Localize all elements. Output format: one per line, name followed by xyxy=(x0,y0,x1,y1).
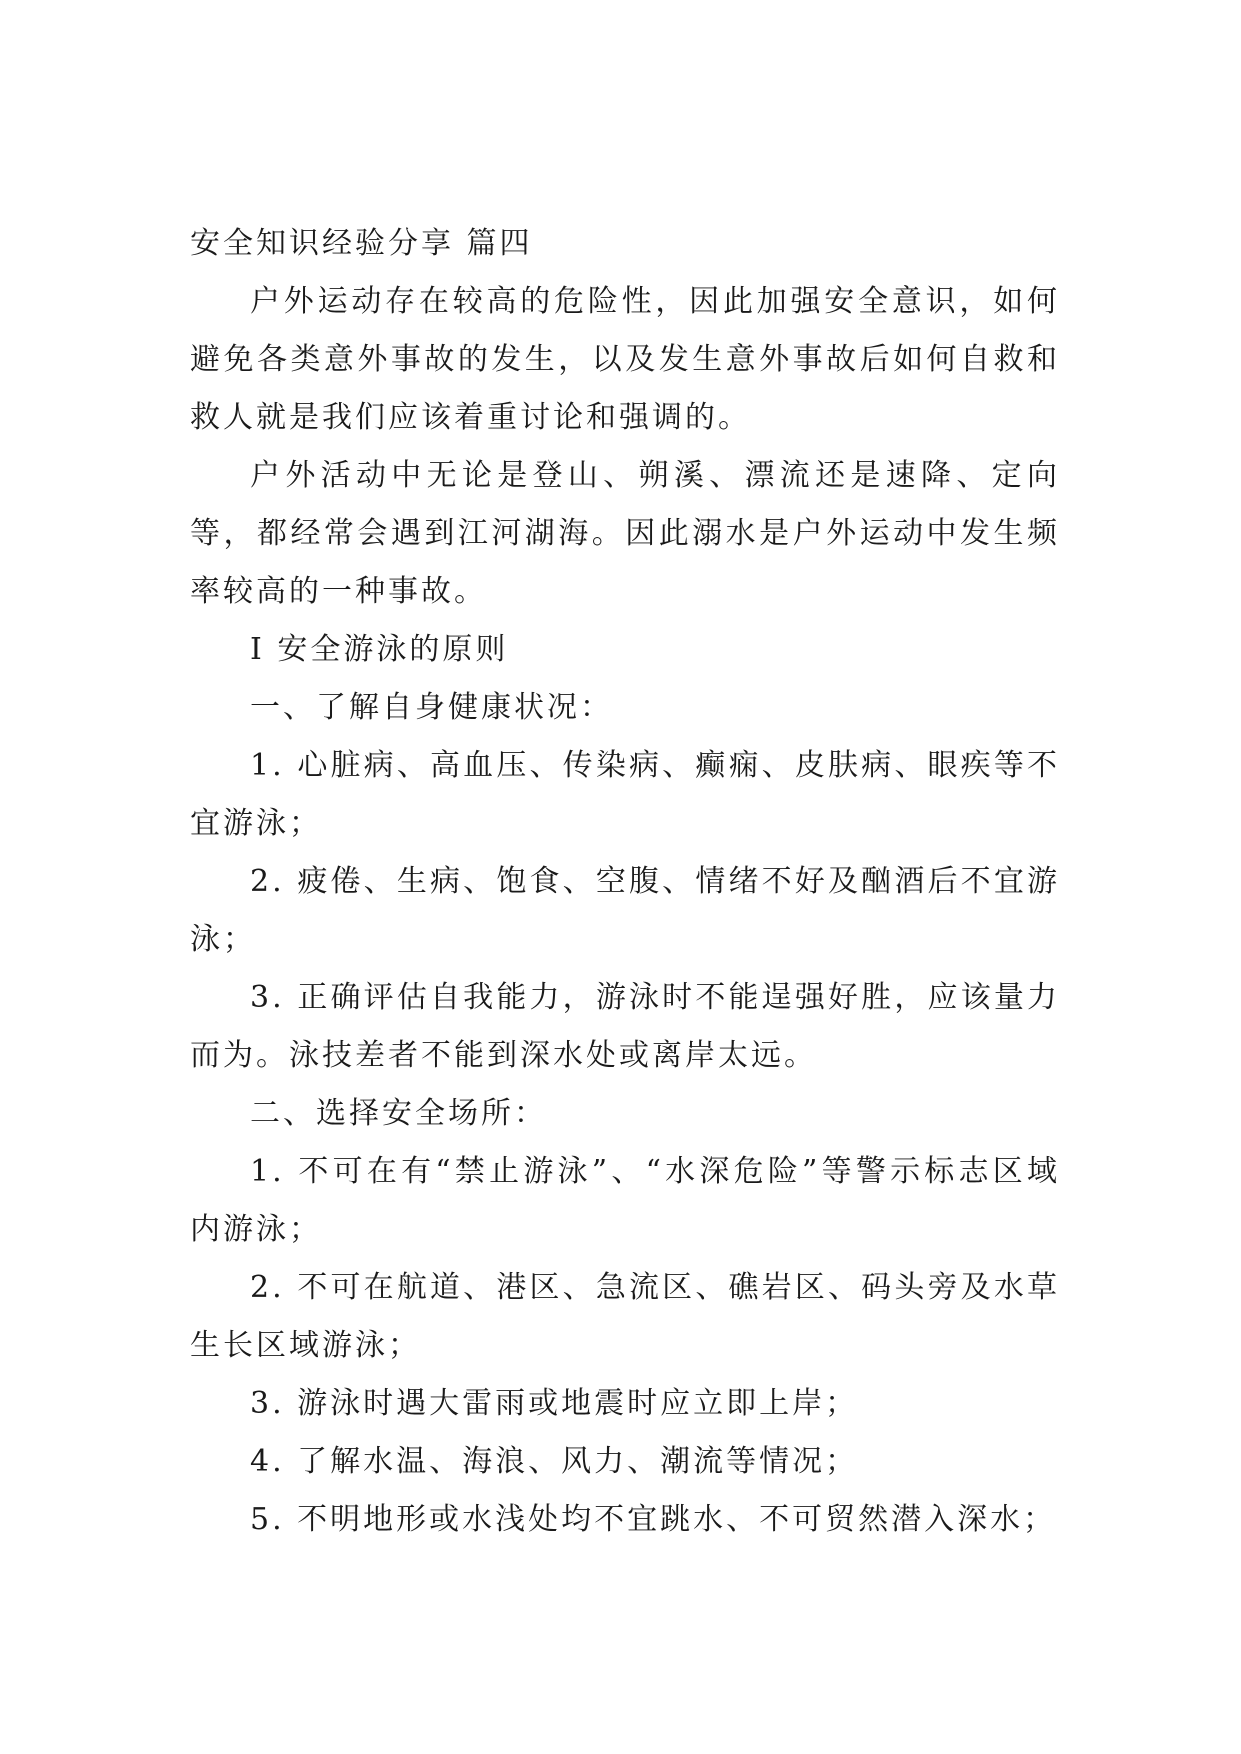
list-item-health-2: 2. 疲倦、生病、饱食、空腹、情绪不好及酗酒后不宜游泳； xyxy=(190,864,1060,957)
paragraph-intro: 户外运动存在较高的危险性，因此加强安全意识，如何避免各类意外事故的发生，以及发生意外事故后如何自救和救人就是我们应该着重讨论和强调的。 xyxy=(190,284,1060,435)
document-title: 安全知识经验分享 篇四 xyxy=(190,226,533,261)
document-body xyxy=(190,215,1060,1549)
section-heading-safe-swimming: I 安全游泳的原则 xyxy=(250,632,509,667)
list-item-location-3: 3. 游泳时遇大雷雨或地震时应立即上岸； xyxy=(250,1386,859,1421)
list-item-location-1: 1. 不可在有“禁止游泳”、“水深危险”等警示标志区域内游泳； xyxy=(190,1154,1060,1247)
paragraph-drowning: 户外活动中无论是登山、朔溪、漂流还是速降、定向等，都经常会遇到江河湖海。因此溺水是户外运动中发生频率较高的一种事故。 xyxy=(190,458,1060,609)
list-item-health-1: 1. 心脏病、高血压、传染病、癫痫、皮肤病、眼疾等不宜游泳； xyxy=(190,748,1060,841)
subheading-health: 一、了解自身健康状况： xyxy=(250,690,613,725)
list-item-location-5: 5. 不明地形或水浅处均不宜跳水、不可贸然潜入深水； xyxy=(250,1502,1057,1537)
list-item-location-4: 4. 了解水温、海浪、风力、潮流等情况； xyxy=(250,1444,859,1479)
list-item-health-3: 3. 正确评估自我能力，游泳时不能逞强好胜，应该量力而为。泳技差者不能到深水处或离岸太远。 xyxy=(190,980,1060,1073)
subheading-location: 二、选择安全场所： xyxy=(250,1096,547,1131)
list-item-location-2: 2. 不可在航道、港区、急流区、礁岩区、码头旁及水草生长区域游泳； xyxy=(190,1270,1060,1363)
